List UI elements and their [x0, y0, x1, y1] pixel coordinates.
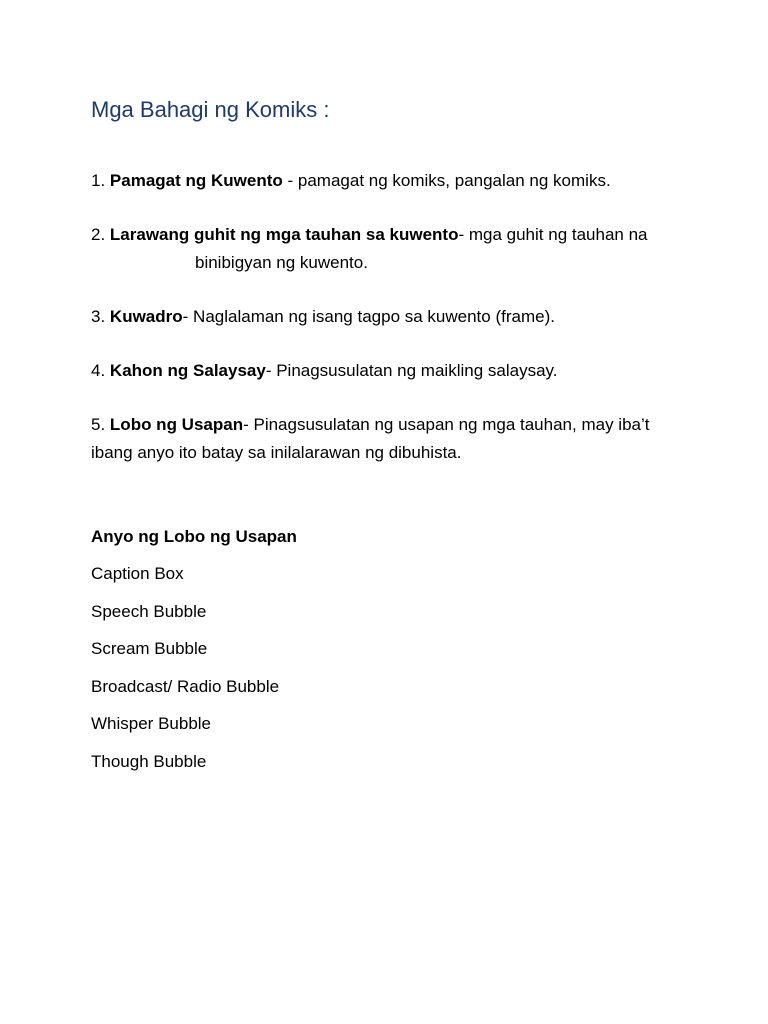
part-item-2 [91, 221, 691, 249]
part-definition: - mga guhit ng tauhan na [458, 225, 648, 244]
part-item-4 [91, 357, 691, 385]
part-term: Lobo ng Usapan [109, 415, 244, 434]
list-item: Whisper Bubble [91, 714, 212, 734]
part-item-5 [91, 411, 691, 439]
list-item: Broadcast/ Radio Bubble [91, 676, 280, 696]
part-definition: - Pinagsusulatan ng usapan ng mga tauhan, may iba’t [243, 415, 650, 434]
part-number: 5. [91, 415, 106, 434]
part-term: Kahon ng Salaysay [109, 361, 266, 380]
document-title: Mga Bahagi ng Komiks : [91, 97, 330, 122]
part-term: Larawang guhit ng mga tauhan sa kuwento [109, 225, 459, 244]
types-heading: Anyo ng Lobo ng Usapan [91, 527, 297, 546]
list-item: Scream Bubble [91, 639, 208, 659]
part-continuation: ibang anyo ito batay sa inilalarawan ng dibuhista. [91, 443, 462, 462]
list-item: Caption Box [91, 564, 184, 583]
part-term: Kuwadro [109, 307, 183, 326]
part-definition: - Naglalaman ng isang tagpo sa kuwento (frame). [182, 307, 555, 326]
part-number: 2. [91, 225, 106, 244]
part-number: 3. [91, 307, 106, 326]
types-list [91, 560, 279, 786]
part-term: Pamagat ng Kuwento [109, 171, 283, 190]
part-number: 4. [91, 361, 106, 380]
part-item-3 [91, 303, 691, 331]
part-definition: - Pinagsusulatan ng maikling salaysay. [265, 361, 558, 380]
part-item-1 [91, 167, 691, 195]
part-continuation: binibigyan ng kuwento. [195, 253, 368, 272]
part-definition: - pamagat ng komiks, pangalan ng komiks. [282, 171, 611, 190]
list-item: Though Bubble [91, 751, 207, 771]
list-item: Speech Bubble [91, 601, 207, 621]
part-number: 1. [91, 171, 106, 190]
